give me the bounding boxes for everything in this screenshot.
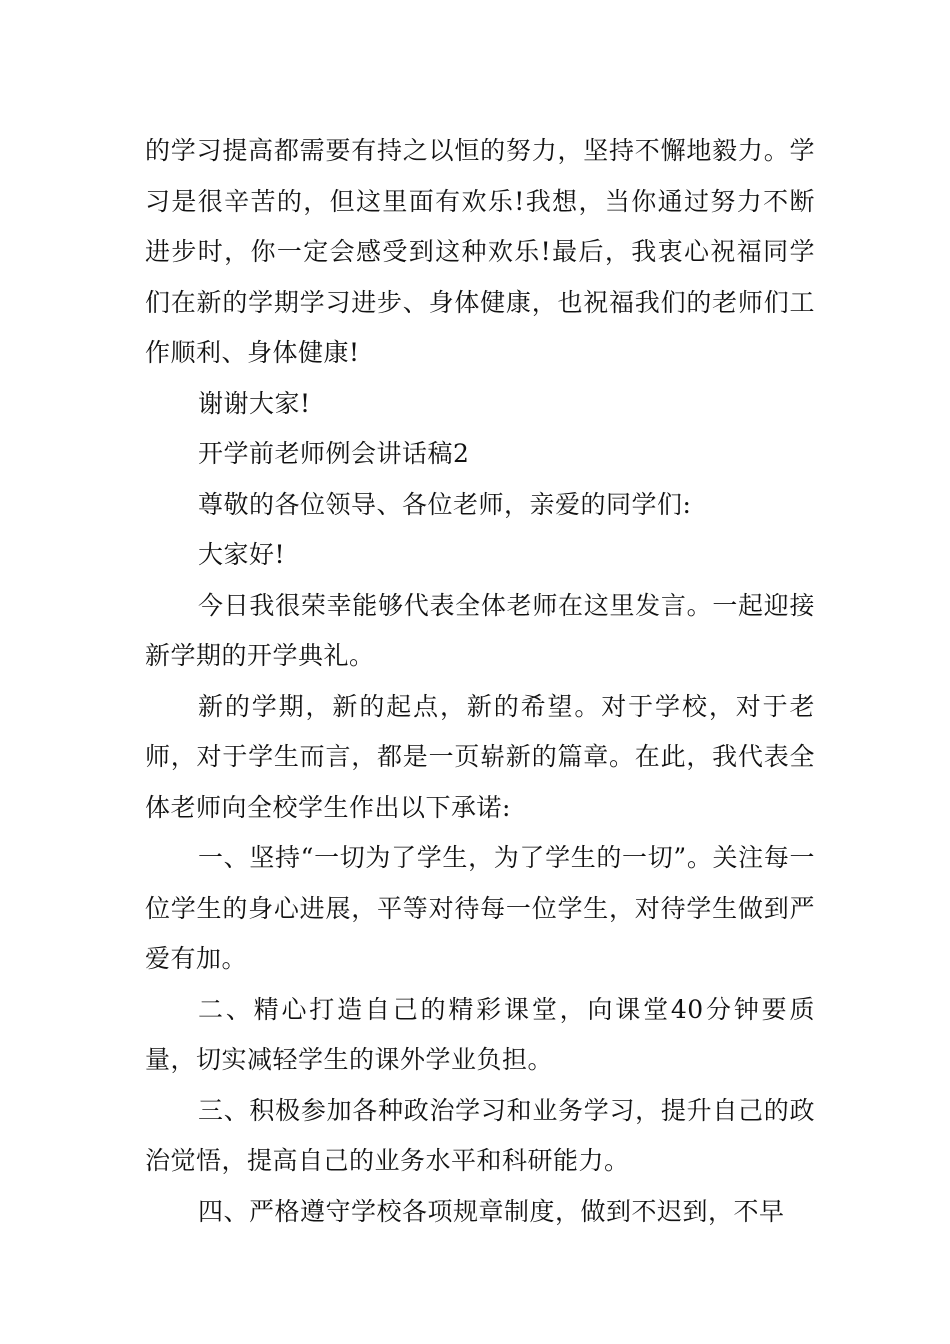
promise-two: 二、精心打造自己的精彩课堂，向课堂40分钟要质量，切实减轻学生的课外学业负担。	[145, 994, 815, 1074]
greeting: 大家好!	[198, 540, 286, 569]
paragraph-thanks: 谢谢大家!	[198, 388, 311, 418]
speech-title: 开学前老师例会讲话稿2	[198, 439, 470, 468]
promise-one: 一、坚持“一切为了学生，为了学生的一切”。关注每一位学生的身心进展，平等对待每一位学生，对待学生做到严爱有加。	[145, 843, 815, 973]
document-body	[145, 126, 815, 1237]
paragraph-intro: 今日我很荣幸能够代表全体老师在这里发言。一起迎接新学期的开学典礼。	[145, 590, 815, 670]
promise-three: 三、积极参加各种政治学习和业务学习，提升自己的政治觉悟，提高自己的业务水平和科研能力。	[145, 1095, 815, 1175]
paragraph-continuation: 的学习提高都需要有持之以恒的努力，坚持不懈地毅力。学习是很辛苦的，但这里面有欢乐!我想，当你通过努力不断进步时，你一定会感受到这种欢乐!最后，我衷心祝福同学们在新的学期学习进步、身体健康，也祝福我们的老师们工作顺利、身体健康!	[145, 136, 815, 367]
paragraph-new-term: 新的学期，新的起点，新的希望。对于学校，对于老师，对于学生而言，都是一页崭新的篇章。在此，我代表全体老师向全校学生作出以下承诺:	[145, 691, 815, 822]
salutation: 尊敬的各位领导、各位老师，亲爱的同学们:	[198, 489, 692, 519]
promise-four: 四、严格遵守学校各项规章制度，做到不迟到，不早	[198, 1196, 785, 1226]
